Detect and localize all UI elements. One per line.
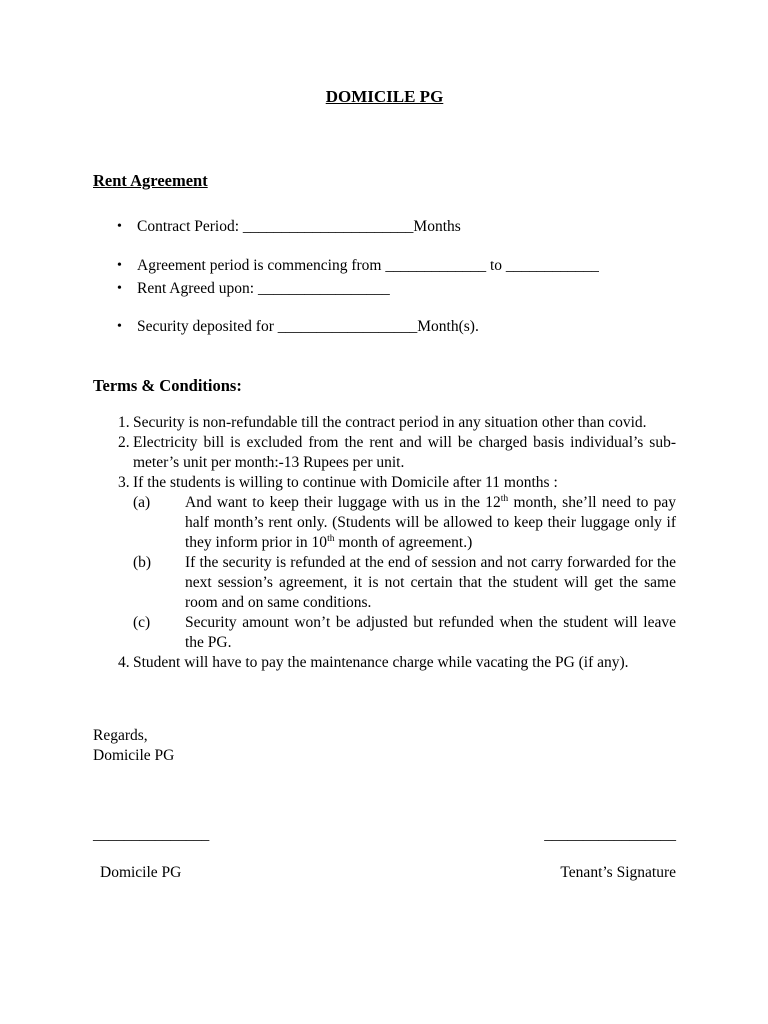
term-item-3-text: If the students is willing to continue with Domicile after 11 months : <box>133 474 558 491</box>
term-subitem-c <box>93 613 676 653</box>
rent-agreement-heading <box>93 170 676 192</box>
agreement-period-to: to <box>486 257 506 274</box>
bullet-icon: • <box>117 281 122 296</box>
signature-line-tenant: _________________ <box>544 826 676 843</box>
term-subitem-a-text-part2: month, she’ll need to pay half month’s rent only. (Students will be allowed to keep their luggage only if they inform prior in 10 <box>185 494 676 551</box>
term-item-1-text: Security is non-refundable till the contract period in any situation other than covid. <box>133 414 647 431</box>
term-subitem-b-text: If the security is refunded at the end of session and not carry forwarded for the next session’s agreement, it is not certain that the student will get the same room and on same conditions. <box>185 554 676 611</box>
term-item-2-text: Electricity bill is excluded from the rent and will be charged basis individual’s sub-meter’s unit per month:-13 Rupees per unit. <box>133 434 676 471</box>
contract-period-label: Contract Period: <box>137 218 243 235</box>
term-subitem-c-text: Security amount won’t be adjusted but refunded when the student will leave the PG. <box>185 614 676 651</box>
fill-in-blank-period-to: ____________ <box>505 257 599 274</box>
term-subitem-a-text-part1: And want to keep their luggage with us in the 12 <box>185 494 501 511</box>
bullet-icon: • <box>117 219 122 234</box>
term-item-2-number: 2. <box>118 434 130 451</box>
ordinal-superscript-10th: th <box>327 532 335 544</box>
bullet-security-deposit <box>93 316 676 337</box>
closing-block <box>93 726 676 766</box>
term-item-1-number: 1. <box>118 414 130 431</box>
term-subitem-a-text-part3: month of agreement.) <box>334 534 473 551</box>
fill-in-blank-contract-period: ______________________ <box>242 218 414 235</box>
signature-lines-row <box>93 825 676 845</box>
bullet-icon: • <box>117 258 122 273</box>
term-item-4 <box>93 653 676 673</box>
term-item-4-text: Student will have to pay the maintenance charge while vacating the PG (if any). <box>133 654 629 671</box>
signature-line-owner: _______________ <box>93 826 210 843</box>
agreement-period-label: Agreement period is commencing from <box>137 257 386 274</box>
signature-label-tenant: Tenant’s Signature <box>560 864 676 881</box>
document-content <box>0 86 768 883</box>
terms-conditions-heading: Terms & Conditions: <box>93 376 242 395</box>
term-subitem-b-marker: (b) <box>133 554 152 571</box>
bullet-agreement-period <box>93 255 676 276</box>
term-subitem-a <box>93 493 676 553</box>
document-title <box>93 86 676 108</box>
contract-period-unit: Months <box>413 218 461 235</box>
rent-agreement-heading-text: Rent Agreement <box>93 171 208 190</box>
security-deposit-unit: Month(s). <box>417 318 479 335</box>
document-title-text: DOMICILE PG <box>325 87 444 106</box>
fill-in-blank-period-from: _____________ <box>385 257 487 274</box>
fill-in-blank-rent-agreed: _________________ <box>257 280 390 297</box>
closing-name: Domicile PG <box>93 747 175 764</box>
term-subitem-a-marker: (a) <box>133 494 151 511</box>
term-subitem-b <box>93 553 676 613</box>
signature-label-owner: Domicile PG <box>100 864 182 881</box>
bullet-icon: • <box>117 319 122 334</box>
term-item-4-number: 4. <box>118 654 130 671</box>
term-item-1 <box>93 413 676 433</box>
signature-names-row <box>93 863 676 883</box>
term-item-3 <box>93 473 676 493</box>
term-subitem-c-marker: (c) <box>133 614 151 631</box>
fill-in-blank-security-deposit: __________________ <box>277 318 418 335</box>
terms-conditions-list <box>93 413 676 673</box>
term-item-3-number: 3. <box>118 474 130 491</box>
security-deposit-label: Security deposited for <box>137 318 278 335</box>
bullet-rent-agreed <box>93 278 676 299</box>
ordinal-superscript-12th: th <box>500 492 509 504</box>
term-item-2 <box>93 433 676 473</box>
rent-terms-bullet-list <box>93 216 676 337</box>
rent-agreed-label: Rent Agreed upon: <box>137 280 258 297</box>
closing-regards: Regards, <box>93 727 148 744</box>
bullet-contract-period <box>93 216 676 237</box>
